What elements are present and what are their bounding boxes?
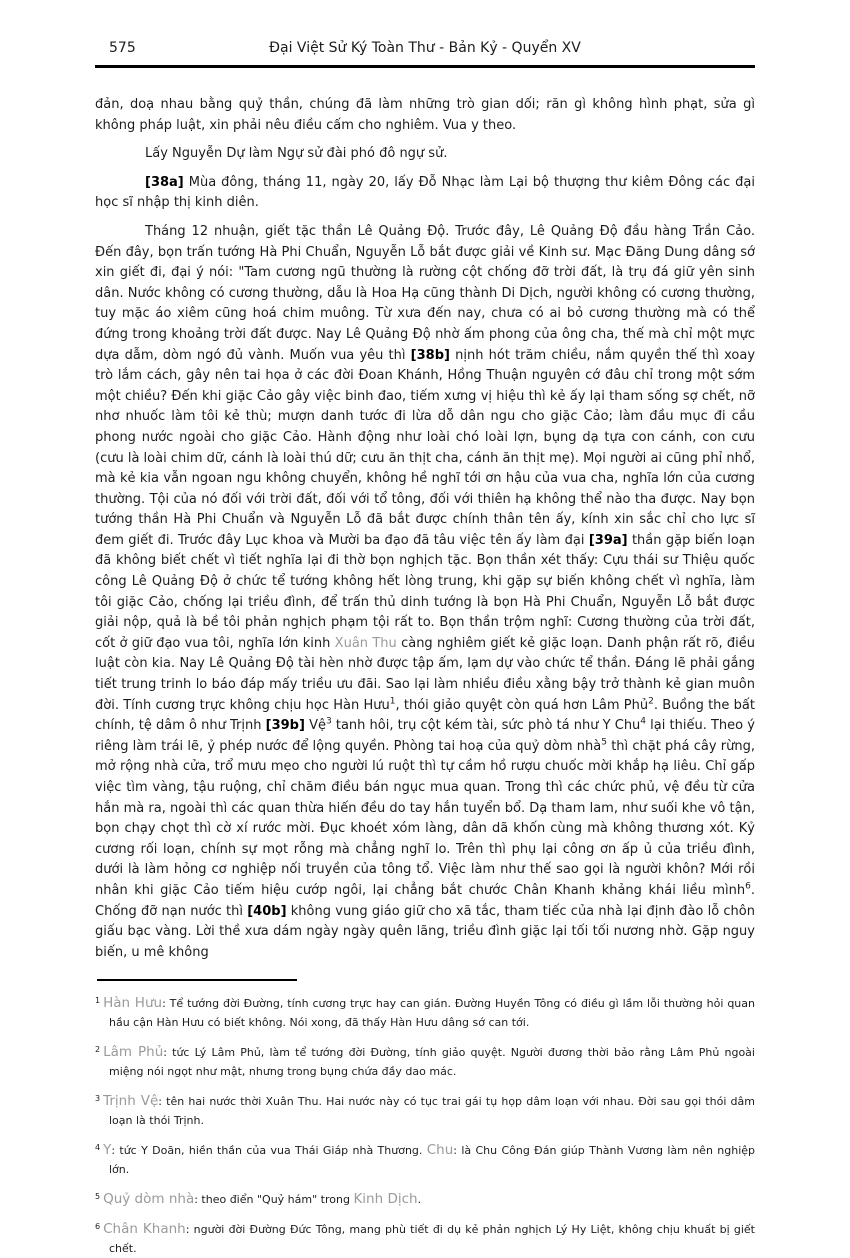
text-run: : Tể tướng đời Đường, tính cương trực hay can gián. Đường Huyền Tông có điều gì lầm lỗi thường hỏi quan hầu cận Hàn Hưu có biết không. Nói xong, đã thấy Hàn Hưu dâng sớ can tới. [109, 997, 755, 1030]
footnote [95, 1141, 755, 1179]
folio-marker: [40b] [247, 903, 287, 919]
term-highlight: Chu [426, 1142, 454, 1159]
footnote [95, 1220, 755, 1258]
folio-marker: [38b] [410, 347, 450, 363]
footnote-ref: 5 [95, 1191, 101, 1201]
footnote-ref: 4 [640, 716, 647, 727]
footnote-ref: 3 [325, 716, 332, 727]
folio-marker: [39b] [265, 718, 305, 734]
body-paragraphs [95, 95, 755, 963]
footnotes-section [95, 979, 755, 1258]
footnote-ref: 3 [95, 1093, 101, 1103]
text-run: nịnh hót trăm chiều, nắm quyền thế thì xoay trò lắm cách, gây nên tai họa ở các đời Đoan Khánh, Hồng Thuận nguyên cớ đâu chỉ trong một sớm một chiều? Đến khi giặc Cảo gây việc binh đao, tiếm xưng vị hiệu thì kẻ ấy lại tham sống sợ chết, nỡ nhơ nhuốc làm tôi kẻ thù; mượn danh tước đi lừa dỗ dân ngu cho giặc Cảo; làm đầu mục đi cầu phong nước ngoài cho giặc Cảo. Hành động như loài chó loài lợn, bụng dạ tựa con cánh, con cưu (cưu là loài chim dữ, cánh là loài thú dữ; cưu ăn thịt cha, cánh ăn thịt mẹ). Mọi người ai cũng phỉ nhổ, mà kẻ kia vẫn ngoan ngu không chuyển, không hề nghĩ tới ơn hậu của vua cha, nghĩa lớn của cương thường. Tội của nó đối với trời đất, đối với tổ tông, đối với thiên hạ không thể nào tha được. Nay bọn tướng thần Hà Phi Chuẩn và Nguyễn Lỗ đã bắt được chính thân tên ấy, kính xin sắc chỉ cho lực sĩ đem giết đi. Trước đây Lục khoa và Mười ba đạo đã tâu việc tên ấy làm đại [95, 347, 756, 548]
document-page [95, 0, 755, 1258]
footnotes-list [95, 994, 755, 1258]
footnote [95, 994, 755, 1032]
footnote [95, 1190, 755, 1209]
paragraph [95, 95, 755, 136]
page-header [95, 40, 755, 68]
term-highlight: Trịnh Vệ [103, 1093, 159, 1110]
folio-marker: [38a] [145, 174, 184, 190]
term-highlight: Quỷ dòm nhà [103, 1191, 195, 1208]
text-run: thì chặt phá cây rừng, mở rộng nhà cửa, trổ mưu mẹo cho người lú ruột thì tự cầm hồ rượu chuốc mời khắp hạ liêu. Chỉ gấp việc tìm vàng, tậu ruộng, chỉ chăm điều bán ngục mua quan. Trong thì các chức phủ, vệ đều từ cửa hắn mà ra, ngoài thì các quan thừa hiến đều do tay hắn tuyển bổ. Dạ tham lam, như suối khe vô tận, bọn chạy chọt thì cờ xí rước mời. Đục khoét xóm làng, dân dã khốn cùng mà không thương xót. Kỷ cương rối loạn, chính sự mọt rỗng mà chẳng nghĩ lo. Trên thì phụ lại công ơn ấp ủ của triều đình, dưới là làm hỏng cơ nghiệp nối truyền của tông tổ. Việc làm như thế sao gọi là người khôn? Mới rồi nhân khi giặc Cảo tiếm hiệu cướp ngôi, lại chẳng bắt chước Chân Khanh khảng khái liều mình [95, 738, 755, 898]
text-run: . Chống đỡ nạn nước thì [95, 882, 755, 919]
footnote-ref: 2 [95, 1044, 101, 1054]
footnote-ref: 6 [95, 1221, 101, 1231]
text-run: : người đời Đường Đức Tông, mang phù tiết đi dụ kẻ phản nghịch Lý Hy Liệt, không chịu khuất bị giết chết. [109, 1223, 755, 1256]
term-highlight: Kinh Dịch [353, 1191, 418, 1208]
footnote-separator [97, 979, 297, 981]
folio-marker: [39a] [588, 532, 628, 548]
text-run: Vệ [304, 718, 326, 734]
text-run: : tức Lý Lâm Phủ, làm tể tướng đời Đường, tính giảo quyệt. Người đương thời bảo rằng Lâm Phủ ngoài miệng nói ngọt như mật, nhưng trong bụng chứa đầy dao mác. [109, 1046, 755, 1079]
text-run: : tức Y Doãn, hiền thần của vua Thái Giáp nhà Thương. [111, 1144, 427, 1158]
text-run: . [417, 1193, 422, 1207]
text-run: lại thiếu. Theo ý riêng làm trái lẽ, ỷ phép nước để lộng quyền. Phòng tai hoạ của quỷ dòm nhà [95, 718, 755, 754]
text-run: Lấy Nguyễn Dự làm Ngự sử đài phó đô ngự sử. [145, 146, 448, 162]
term-highlight: Xuân Thu [334, 635, 397, 651]
footnote-ref: 1 [389, 696, 396, 707]
footnote-ref: 1 [95, 995, 101, 1005]
page-title: Đại Việt Sử Ký Toàn Thư - Bản Kỷ - Quyển XV [269, 40, 581, 56]
text-run: Tháng 12 nhuận, giết tặc thần Lê Quảng Độ. Trước đây, Lê Quảng Độ đầu hàng Trần Cảo. Đến đây, bọn trấn tướng Hà Phi Chuẩn, Nguyễn Lỗ bắt được giải về Kinh sư. Mạc Đăng Dung dâng sớ xin giết đi, đại ý nói: "Tam cương ngũ thường là rường cột chống đỡ trời đất, là trụ đá giữ yên sinh dân. Nước không có cương thường, dẫu là Hoa Hạ cũng thành Di Dịch, người không có cương thường, tuy mặc áo xiêm cũng hoá chim muông. Từ xưa đến nay, chưa có ai bỏ cương thường mà có thể đứng trong khoảng trời đất được. Nay Lê Quảng Độ nhờ ấm phong của ông cha, thế mà chỉ một mực dựa dẫm, dòm ngó đủ vành. Muốn vua yêu thì [95, 223, 755, 363]
text-run: không vung giáo giữ cho xã tắc, tham tiếc của nhà lại định đào lỗ chôn giấu bạc vàng. Lời thề xưa dám ngày ngày quên lãng, triều đình giặc lại tối tối nương nhờ. Gặp nguy biến, u mê không [95, 903, 755, 960]
term-highlight: Lâm Phủ [103, 1044, 164, 1061]
term-highlight: Hàn Hưu [103, 995, 163, 1012]
document-body [95, 95, 755, 963]
text-run: . Buồng the bất chính, tệ dâm ô như Trịnh [95, 697, 755, 734]
footnote-ref: 5 [601, 737, 607, 748]
term-highlight: Chân Khanh [103, 1221, 186, 1238]
text-run: : tên hai nước thời Xuân Thu. Hai nước này có tục trai gái tụ họp dâm loạn với nhau. Đời sau gọi thói dâm loạn là thói Trịnh. [109, 1095, 755, 1128]
footnote [95, 1092, 755, 1130]
text-run: Mùa đông, tháng 11, ngày 20, lấy Đỗ Nhạc làm Lại bộ thượng thư kiêm Đông các đại học sĩ nhập thị kinh diên. [95, 174, 755, 211]
text-run: : theo điển "Quỷ hám" trong [194, 1193, 354, 1207]
text-run: , thói giảo quyệt còn quá hơn Lâm Phủ [395, 697, 649, 713]
paragraph [95, 222, 755, 963]
text-run: tanh hôi, trụ cột kém tài, sức phò tá như Y Chu [331, 718, 641, 734]
text-run: càng nghiêm giết kẻ giặc loạn. Danh phận rất rõ, điều luật còn kia. Nay Lê Quảng Độ tài hèn nhờ được tập ấm, lạm dự vào chức tể thần. Đáng lẽ phải gắng tiết trung trinh lo báo đáp mấy triều ưu đãi. Sao lại làm nhiều điều xằng bậy trở thành kẻ gian muôn đời. Tính cương trực không chịu học Hàn Hưu [95, 635, 755, 713]
paragraph [95, 173, 755, 214]
footnote-ref: 6 [745, 881, 751, 892]
text-run: đản, doạ nhau bằng quỷ thần, chúng đã làm những trò gian dối; răn gì không hình phạt, sửa gì không pháp luật, xin phải nêu điều cấm cho nghiêm. Vua y theo. [95, 97, 755, 133]
paragraph [95, 144, 755, 165]
footnote-ref: 4 [95, 1142, 101, 1152]
text-run: : là Chu Công Đán giúp Thành Vương làm nên nghiệp lớn. [109, 1144, 755, 1177]
footnote [95, 1043, 755, 1081]
page-number: 575 [109, 40, 136, 56]
footnote-ref: 2 [648, 696, 654, 707]
text-run: thần gặp biến loạn đã không biết chết vì tiết nghĩa lại đi thờ bọn nghịch tặc. Bọn thần xét thấy: Cựu thái sư Thiệu quốc công Lê Quảng Độ ở chức tể tướng không hết lòng trung, khi gặp sự biến không chết vì nghĩa, làm tôi giặc Cảo, chống lại triều đình, để trấn thủ dinh tướng là bọn Hà Phi Chuẩn, Nguyễn Lỗ bắt được giải nộp, quả là bề tôi phản nghịch phạm tội rất to. Bọn thần trộm nghĩ: Cương thường của trời đất, cốt ở giữ đạo vua tôi, nghĩa lớn kinh [95, 532, 755, 651]
term-highlight: Y [103, 1142, 112, 1159]
